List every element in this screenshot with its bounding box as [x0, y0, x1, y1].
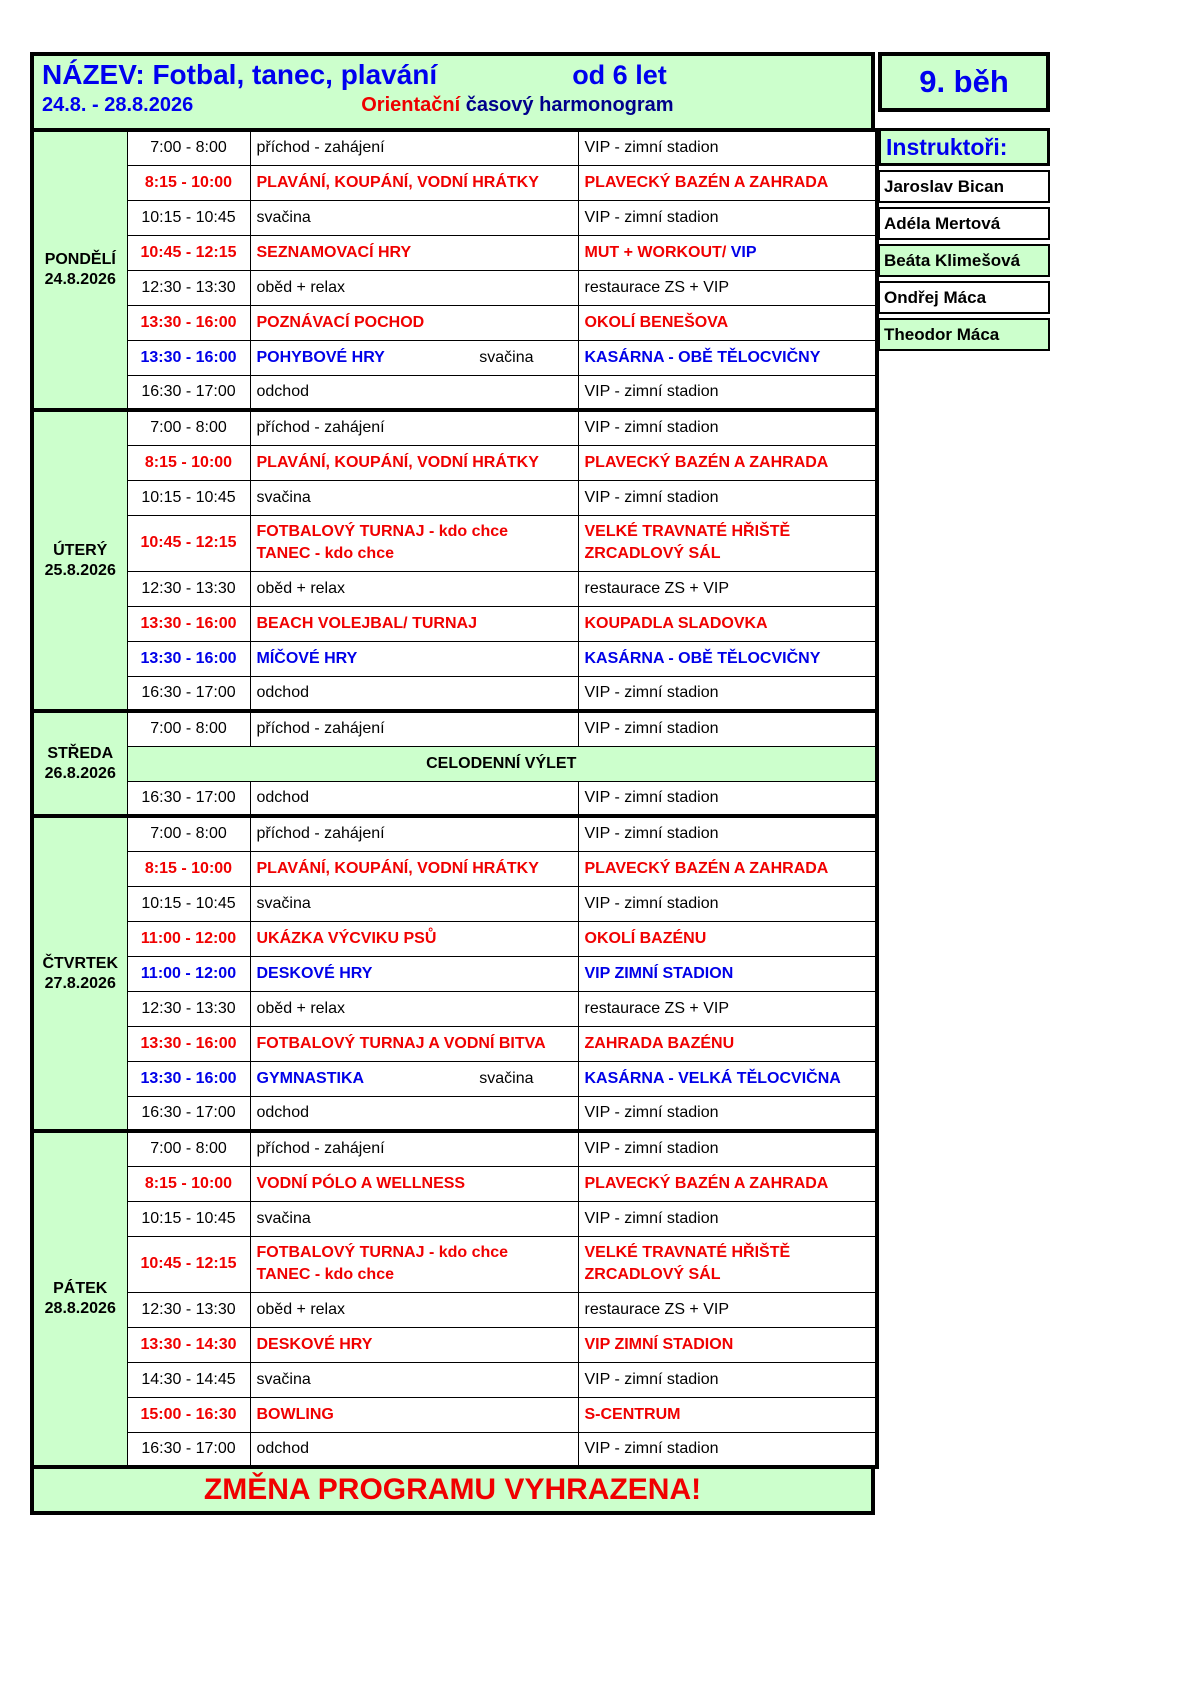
- activity-label: POHYBOVÉ HRY: [256, 348, 385, 366]
- activity-cell: svačina: [250, 480, 578, 515]
- instructors-title: Instruktoři:: [878, 128, 1050, 166]
- location-cell: OKOLÍ BENEŠOVA: [578, 305, 877, 340]
- time-cell: 10:15 - 10:45: [127, 886, 250, 921]
- day-date: 28.8.2026: [44, 1300, 116, 1317]
- activity-cell: SEZNAMOVACÍ HRY: [250, 235, 578, 270]
- instructor-name: Theodor Máca: [878, 318, 1050, 351]
- schedule-row: [32, 235, 877, 270]
- day-section: [32, 1131, 877, 1467]
- activity-with-note: [257, 349, 572, 367]
- location-cell: [578, 515, 877, 571]
- schedule-row: [32, 200, 877, 235]
- day-date: 26.8.2026: [44, 764, 116, 782]
- time-cell: 13:30 - 16:00: [127, 641, 250, 676]
- location-line-2: ZRCADLOVÝ SÁL: [584, 1266, 721, 1283]
- schedule-row: [32, 375, 877, 410]
- day-name: PÁTEK: [53, 1280, 108, 1297]
- activity-cell: oběd + relax: [250, 571, 578, 606]
- time-cell: 12:30 - 13:30: [127, 1292, 250, 1327]
- location-cell: VIP - zimní stadion: [578, 1362, 877, 1397]
- day-cell: [32, 130, 127, 410]
- day-section: [32, 711, 877, 816]
- location-cell: ZAHRADA BAZÉNU: [578, 1026, 877, 1061]
- time-cell: 10:45 - 12:15: [127, 515, 250, 571]
- schedule-row: [32, 305, 877, 340]
- activity-cell: PLAVÁNÍ, KOUPÁNÍ, VODNÍ HRÁTKY: [250, 851, 578, 886]
- schedule-row: [32, 1096, 877, 1131]
- location-cell: VIP - zimní stadion: [578, 130, 877, 165]
- side-panel: [878, 52, 1050, 351]
- location-cell: KASÁRNA - OBĚ TĚLOCVIČNY: [578, 641, 877, 676]
- location-cell: restaurace ZS + VIP: [578, 991, 877, 1026]
- day-section: [32, 130, 877, 410]
- schedule-row: [32, 921, 877, 956]
- activity-cell: odchod: [250, 676, 578, 711]
- activity-cell: FOTBALOVÝ TURNAJ A VODNÍ BITVA: [250, 1026, 578, 1061]
- activity-line-1: FOTBALOVÝ TURNAJ - kdo chce: [256, 523, 509, 541]
- schedule-row: [32, 1292, 877, 1327]
- location-cell: VIP - zimní stadion: [578, 886, 877, 921]
- instructor-name: Adéla Mertová: [878, 207, 1050, 240]
- run-badge: 9. běh: [878, 52, 1050, 112]
- schedule-row: [32, 1362, 877, 1397]
- location-cell: PLAVECKÝ BAZÉN A ZAHRADA: [578, 1166, 877, 1201]
- schedule-row: [32, 410, 877, 445]
- day-date: 27.8.2026: [44, 974, 116, 992]
- schedule-row: [32, 445, 877, 480]
- time-cell: 12:30 - 13:30: [127, 571, 250, 606]
- schedule-row: [32, 1061, 877, 1096]
- location-cell: VIP - zimní stadion: [578, 410, 877, 445]
- location-cell: VIP ZIMNÍ STADION: [578, 956, 877, 991]
- time-cell: 11:00 - 12:00: [127, 921, 250, 956]
- activity-cell: VODNÍ PÓLO A WELLNESS: [250, 1166, 578, 1201]
- instructor-name: Jaroslav Bican: [878, 170, 1050, 203]
- time-cell: 12:30 - 13:30: [127, 991, 250, 1026]
- activity-cell: odchod: [250, 375, 578, 410]
- activity-cell: oběd + relax: [250, 991, 578, 1026]
- age-note: od 6 let: [572, 60, 667, 90]
- time-cell: 7:00 - 8:00: [127, 410, 250, 445]
- location-cell: VIP - zimní stadion: [578, 781, 877, 816]
- location-cell: VIP - zimní stadion: [578, 1432, 877, 1467]
- subtitle-highlight: Orientační: [361, 94, 461, 116]
- activity-cell: odchod: [250, 781, 578, 816]
- schedule-row: [32, 956, 877, 991]
- time-cell: 10:45 - 12:15: [127, 1236, 250, 1292]
- location-segment: MUT + WORKOUT/: [584, 243, 731, 261]
- schedule-row: [32, 676, 877, 711]
- location-segment: VIP: [730, 243, 757, 261]
- location-cell: KASÁRNA - VELKÁ TĚLOCVIČNA: [578, 1061, 877, 1096]
- day-section: [32, 816, 877, 1131]
- activity-cell: [250, 1061, 578, 1096]
- time-cell: 16:30 - 17:00: [127, 676, 250, 711]
- activity-line-2: TANEC - kdo chce: [256, 545, 394, 562]
- schedule-row: [32, 886, 877, 921]
- activity-cell: DESKOVÉ HRY: [250, 956, 578, 991]
- activity-cell: svačina: [250, 1362, 578, 1397]
- time-cell: 13:30 - 16:00: [127, 1061, 250, 1096]
- location-cell: VIP - zimní stadion: [578, 711, 877, 746]
- schedule-row: [32, 571, 877, 606]
- activity-cell: příchod - zahájení: [250, 130, 578, 165]
- activity-cell: UKÁZKA VÝCVIKU PSŮ: [250, 921, 578, 956]
- subtitle: [361, 94, 673, 117]
- time-cell: 7:00 - 8:00: [127, 1131, 250, 1166]
- time-cell: 11:00 - 12:00: [127, 956, 250, 991]
- activity-with-note: [257, 1070, 572, 1088]
- time-cell: 15:00 - 16:30: [127, 1397, 250, 1432]
- location-cell: PLAVECKÝ BAZÉN A ZAHRADA: [578, 165, 877, 200]
- time-cell: 8:15 - 10:00: [127, 1166, 250, 1201]
- activity-cell: příchod - zahájení: [250, 816, 578, 851]
- location-cell: restaurace ZS + VIP: [578, 270, 877, 305]
- activity-cell: odchod: [250, 1096, 578, 1131]
- day-name: ČTVRTEK: [42, 954, 119, 972]
- location-cell: KOUPADLA SLADOVKA: [578, 606, 877, 641]
- schedule-row: [32, 1327, 877, 1362]
- date-range: 24.8. - 28.8.2026: [42, 94, 194, 116]
- schedule-row: [32, 641, 877, 676]
- footer-notice-text: ZMĚNA PROGRAMU VYHRAZENA!: [203, 1473, 702, 1506]
- time-cell: 12:30 - 13:30: [127, 270, 250, 305]
- location-cell: VIP - zimní stadion: [578, 1096, 877, 1131]
- location-line-2: ZRCADLOVÝ SÁL: [584, 545, 721, 562]
- footer-notice: [30, 1465, 875, 1515]
- activity-cell: příchod - zahájení: [250, 711, 578, 746]
- activity-line-1: FOTBALOVÝ TURNAJ - kdo chce: [256, 1244, 509, 1262]
- schedule-row: [32, 816, 877, 851]
- location-cell: PLAVECKÝ BAZÉN A ZAHRADA: [578, 851, 877, 886]
- time-cell: 13:30 - 16:00: [127, 305, 250, 340]
- activity-cell: BOWLING: [250, 1397, 578, 1432]
- day-name: PONDĚLÍ: [44, 251, 116, 268]
- time-cell: 16:30 - 17:00: [127, 781, 250, 816]
- location-cell: [578, 235, 877, 270]
- time-cell: 13:30 - 14:30: [127, 1327, 250, 1362]
- header-line-1: [42, 59, 863, 91]
- schedule-table: [30, 128, 879, 1469]
- activity-cell: příchod - zahájení: [250, 410, 578, 445]
- header: [30, 52, 875, 132]
- day-date: 24.8.2026: [44, 271, 116, 288]
- snack-note: svačina: [479, 1069, 534, 1087]
- full-day-trip-cell: CELODENNÍ VÝLET: [127, 746, 877, 781]
- schedule-row: [32, 130, 877, 165]
- location-cell: VIP - zimní stadion: [578, 375, 877, 410]
- schedule-row: [32, 1026, 877, 1061]
- instructor-list: [878, 170, 1050, 351]
- activity-cell: [250, 1236, 578, 1292]
- activity-cell: oběd + relax: [250, 270, 578, 305]
- schedule-row: [32, 781, 877, 816]
- instructors-panel: [878, 128, 1050, 351]
- schedule-row: [32, 851, 877, 886]
- activity-cell: svačina: [250, 886, 578, 921]
- schedule-row: [32, 165, 877, 200]
- activity-label: GYMNASTIKA: [256, 1069, 365, 1087]
- activity-line-2: TANEC - kdo chce: [256, 1266, 394, 1283]
- location-cell: VIP - zimní stadion: [578, 1201, 877, 1236]
- schedule-row: [32, 270, 877, 305]
- time-cell: 10:15 - 10:45: [127, 480, 250, 515]
- location-line-1: VELKÉ TRAVNATÉ HŘIŠTĚ: [584, 1244, 791, 1262]
- activity-cell: příchod - zahájení: [250, 1131, 578, 1166]
- time-cell: 13:30 - 16:00: [127, 340, 250, 375]
- day-cell: [32, 1131, 127, 1467]
- instructor-name: Ondřej Máca: [878, 281, 1050, 314]
- activity-cell: BEACH VOLEJBAL/ TURNAJ: [250, 606, 578, 641]
- time-cell: 8:15 - 10:00: [127, 851, 250, 886]
- snack-note: svačina: [479, 348, 534, 366]
- time-cell: 8:15 - 10:00: [127, 445, 250, 480]
- instructor-name: Beáta Klimešová: [878, 244, 1050, 277]
- time-cell: 14:30 - 14:45: [127, 1362, 250, 1397]
- subtitle-rest: časový harmonogram: [460, 94, 674, 116]
- activity-cell: PLAVÁNÍ, KOUPÁNÍ, VODNÍ HRÁTKY: [250, 165, 578, 200]
- schedule-row: [32, 1131, 877, 1166]
- activity-cell: oběd + relax: [250, 1292, 578, 1327]
- location-cell: [578, 1236, 877, 1292]
- location-cell: KASÁRNA - OBĚ TĚLOCVIČNY: [578, 340, 877, 375]
- activity-cell: odchod: [250, 1432, 578, 1467]
- time-cell: 16:30 - 17:00: [127, 1432, 250, 1467]
- schedule-row: [32, 1201, 877, 1236]
- day-name: STŘEDA: [47, 744, 114, 762]
- activity-cell: svačina: [250, 1201, 578, 1236]
- day-section: [32, 410, 877, 711]
- schedule-row: [32, 480, 877, 515]
- day-cell: [32, 711, 127, 816]
- schedule-row: [32, 1432, 877, 1467]
- time-cell: 10:15 - 10:45: [127, 1201, 250, 1236]
- location-cell: VIP ZIMNÍ STADION: [578, 1327, 877, 1362]
- location-line-1: VELKÉ TRAVNATÉ HŘIŠTĚ: [584, 523, 791, 541]
- schedule-row: [32, 515, 877, 571]
- time-cell: 7:00 - 8:00: [127, 816, 250, 851]
- location-cell: restaurace ZS + VIP: [578, 1292, 877, 1327]
- header-line-2: [42, 94, 863, 117]
- location-cell: OKOLÍ BAZÉNU: [578, 921, 877, 956]
- activity-cell: POZNÁVACÍ POCHOD: [250, 305, 578, 340]
- day-cell: [32, 816, 127, 1131]
- schedule-row: [32, 991, 877, 1026]
- time-cell: 16:30 - 17:00: [127, 1096, 250, 1131]
- location-cell: VIP - zimní stadion: [578, 1131, 877, 1166]
- day-date: 25.8.2026: [44, 561, 116, 579]
- schedule-row: [32, 711, 877, 746]
- time-cell: 7:00 - 8:00: [127, 711, 250, 746]
- activity-cell: MÍČOVÉ HRY: [250, 641, 578, 676]
- location-cell: VIP - zimní stadion: [578, 480, 877, 515]
- time-cell: 10:45 - 12:15: [127, 235, 250, 270]
- time-cell: 13:30 - 16:00: [127, 1026, 250, 1061]
- time-cell: 7:00 - 8:00: [127, 130, 250, 165]
- schedule-row: [32, 1236, 877, 1292]
- time-cell: 16:30 - 17:00: [127, 375, 250, 410]
- day-cell: [32, 410, 127, 711]
- schedule-row: [32, 1166, 877, 1201]
- page-title: NÁZEV: Fotbal, tanec, plavání: [42, 59, 438, 90]
- schedule-row: [32, 606, 877, 641]
- time-cell: 10:15 - 10:45: [127, 200, 250, 235]
- time-cell: 13:30 - 16:00: [127, 606, 250, 641]
- location-cell: VIP - zimní stadion: [578, 816, 877, 851]
- activity-cell: svačina: [250, 200, 578, 235]
- activity-cell: DESKOVÉ HRY: [250, 1327, 578, 1362]
- schedule-row: [32, 340, 877, 375]
- activity-cell: PLAVÁNÍ, KOUPÁNÍ, VODNÍ HRÁTKY: [250, 445, 578, 480]
- schedule-row: [32, 746, 877, 781]
- schedule-row: [32, 1397, 877, 1432]
- location-cell: PLAVECKÝ BAZÉN A ZAHRADA: [578, 445, 877, 480]
- location-cell: VIP - zimní stadion: [578, 676, 877, 711]
- schedule-column: [30, 52, 875, 1515]
- activity-cell: [250, 340, 578, 375]
- day-name: ÚTERÝ: [53, 541, 108, 559]
- activity-cell: [250, 515, 578, 571]
- location-cell: restaurace ZS + VIP: [578, 571, 877, 606]
- location-cell: VIP - zimní stadion: [578, 200, 877, 235]
- time-cell: 8:15 - 10:00: [127, 165, 250, 200]
- location-cell: S-CENTRUM: [578, 1397, 877, 1432]
